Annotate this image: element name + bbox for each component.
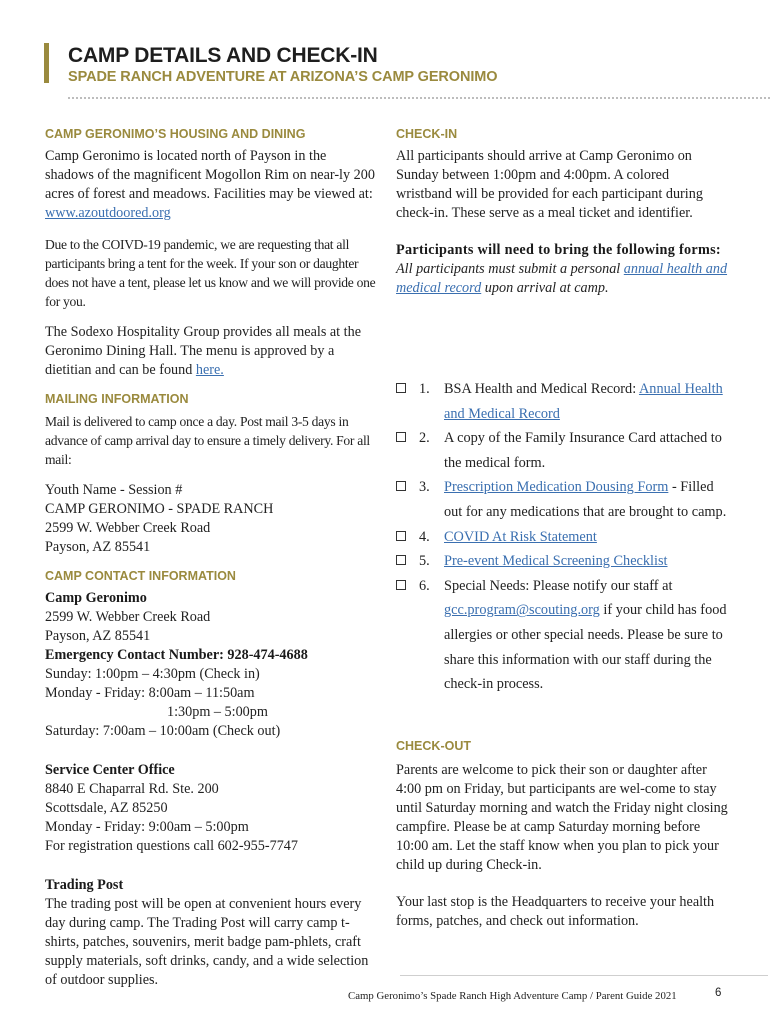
emergency-number: Emergency Contact Number: 928-474-4688 bbox=[45, 647, 308, 663]
screening-checklist-link[interactable]: Pre-event Medical Screening Checklist bbox=[444, 553, 668, 570]
right-column bbox=[396, 127, 728, 298]
trading-post-block: Trading Post The trading post will be open at convenient hours every day during camp. The Trading Post will carry camp t-shirts, patches, souvenirs, merit badge pam-phlets, craft supply materials, soft drinks, candy, and a wide selection of outdoor supplies. bbox=[45, 877, 369, 988]
checkbox[interactable] bbox=[396, 555, 406, 565]
page-title: CAMP DETAILS AND CHECK-IN bbox=[68, 44, 378, 67]
prescription-form-link[interactable]: Prescription Medication Dousing Form bbox=[444, 479, 669, 496]
contact-heading: CAMP CONTACT INFORMATION bbox=[45, 569, 236, 583]
forms-checklist-area bbox=[396, 377, 728, 697]
header-accent-bar bbox=[44, 43, 49, 83]
checkout-heading: CHECK-OUT bbox=[396, 739, 471, 753]
forms-paragraph: Participants will need to bring the following forms: All participants must submit a personal annual health and medical record upon arrival at camp. bbox=[396, 242, 728, 296]
checklist-item: 1. BSA Health and Medical Record: Annual Health and Medical Record bbox=[396, 377, 728, 426]
checklist-item: 2. A copy of the Family Insurance Card attached to the medical form. bbox=[396, 426, 728, 475]
checkin-heading: CHECK-IN bbox=[396, 127, 458, 141]
footer-divider bbox=[400, 975, 768, 976]
left-column bbox=[45, 127, 377, 990]
azoutdoored-link[interactable]: www.azoutdoored.org bbox=[45, 205, 171, 221]
contact-block: Camp Geronimo 2599 W. Webber Creek Road Payson, AZ 85541 Emergency Contact Number: 928-474-4688 Sunday: 1:00pm – 4:30pm (Check in) Monday - Friday: 8:00am – 11:50am 1:30pm – 5:00pm Saturday: 7:00am – 10:00am (Check out) bbox=[45, 590, 308, 739]
service-center-heading: Service Center Office bbox=[45, 762, 175, 778]
menu-link[interactable]: here. bbox=[195, 362, 224, 378]
checkin-paragraph: All participants should arrive at Camp Geronimo on Sunday between 1:00pm and 4:00pm. A colored wristband will be provided for each participant during check-in. These serve as a meal ticket and identifier. bbox=[396, 148, 703, 221]
checkout-paragraph-2: Your last stop is the Headquarters to receive your health forms, patches, and check out information. bbox=[396, 894, 715, 929]
checkbox[interactable] bbox=[396, 580, 406, 590]
contact-name: Camp Geronimo bbox=[45, 590, 147, 606]
mailing-address: Youth Name - Session # CAMP GERONIMO - SPADE RANCH 2599 W. Webber Creek Road Payson, AZ 85541 bbox=[45, 482, 274, 555]
housing-paragraph-1: Camp Geronimo is located north of Payson in the shadows of the magnificent Mogollon Rim on near-ly 200 acres of forest and meadows. Facilities may be viewed at: www.azoutdoored.org bbox=[45, 148, 375, 221]
covid-statement-link[interactable]: COVID At Risk Statement bbox=[444, 528, 597, 545]
footer-text: Camp Geronimo’s Spade Ranch High Adventure Camp / Parent Guide 2021 bbox=[348, 990, 677, 1002]
mailing-paragraph: Mail is delivered to camp once a day. Post mail 3-5 days in advance of camp arrival day to ensure a timely delivery. For all mail: bbox=[45, 414, 370, 467]
housing-heading: CAMP GERONIMO’S HOUSING AND DINING bbox=[45, 127, 306, 141]
trading-post-heading: Trading Post bbox=[45, 877, 124, 893]
page-subtitle: SPADE RANCH ADVENTURE AT ARIZONA’S CAMP GERONIMO bbox=[68, 69, 498, 85]
mailing-heading: MAILING INFORMATION bbox=[45, 392, 189, 406]
header-divider bbox=[68, 97, 770, 99]
housing-paragraph-3: The Sodexo Hospitality Group provides all meals at the Geronimo Dining Hall. The menu is approved by a dietitian and can be found here. bbox=[45, 324, 362, 378]
forms-checklist bbox=[396, 377, 728, 697]
checkbox[interactable] bbox=[396, 432, 406, 442]
checkbox[interactable] bbox=[396, 383, 406, 393]
housing-paragraph-2: Due to the COIVD-19 pandemic, we are requesting that all participants bring a tent for the week. If your son or daughter does not have a tent, please let us know and we will provide one for you. bbox=[45, 237, 376, 309]
checklist-item: 6. Special Needs: Please notify our staff at gcc.program@scouting.org if your child has food allergies or other special needs. Please be sure to share this information with our staff during the check-in process. bbox=[396, 574, 728, 697]
checklist-item: 5. Pre-event Medical Screening Checklist bbox=[396, 549, 728, 574]
checkbox[interactable] bbox=[396, 531, 406, 541]
checkout-paragraph-1: Parents are welcome to pick their son or daughter after 4:00 pm on Friday, but participants are wel-come to stay until Saturday morning and watch the Friday night closing campfire. Please be at camp Saturday morning before 10:00 am. Let the staff know when you plan to pick your child up during Check-in. bbox=[396, 762, 728, 873]
service-center-block: Service Center Office 8840 E Chaparral Rd. Ste. 200 Scottsdale, AZ 85250 Monday - Friday: 9:00am – 5:00pm For registration questions call 602-955-7747 bbox=[45, 762, 298, 854]
checkout-area bbox=[396, 739, 728, 931]
page-number: 6 bbox=[715, 987, 722, 999]
gcc-email-link[interactable]: gcc.program@scouting.org bbox=[444, 602, 600, 619]
checklist-item: 4. COVID At Risk Statement bbox=[396, 525, 728, 550]
health-record-link[interactable]: annual health and medical record bbox=[396, 261, 728, 296]
checkbox[interactable] bbox=[396, 481, 406, 491]
annual-health-record-link[interactable]: Annual Health and Medical Record bbox=[444, 381, 723, 422]
checklist-item: 3. Prescription Medication Dousing Form - Filled out for any medications that are brought to camp. bbox=[396, 475, 728, 524]
